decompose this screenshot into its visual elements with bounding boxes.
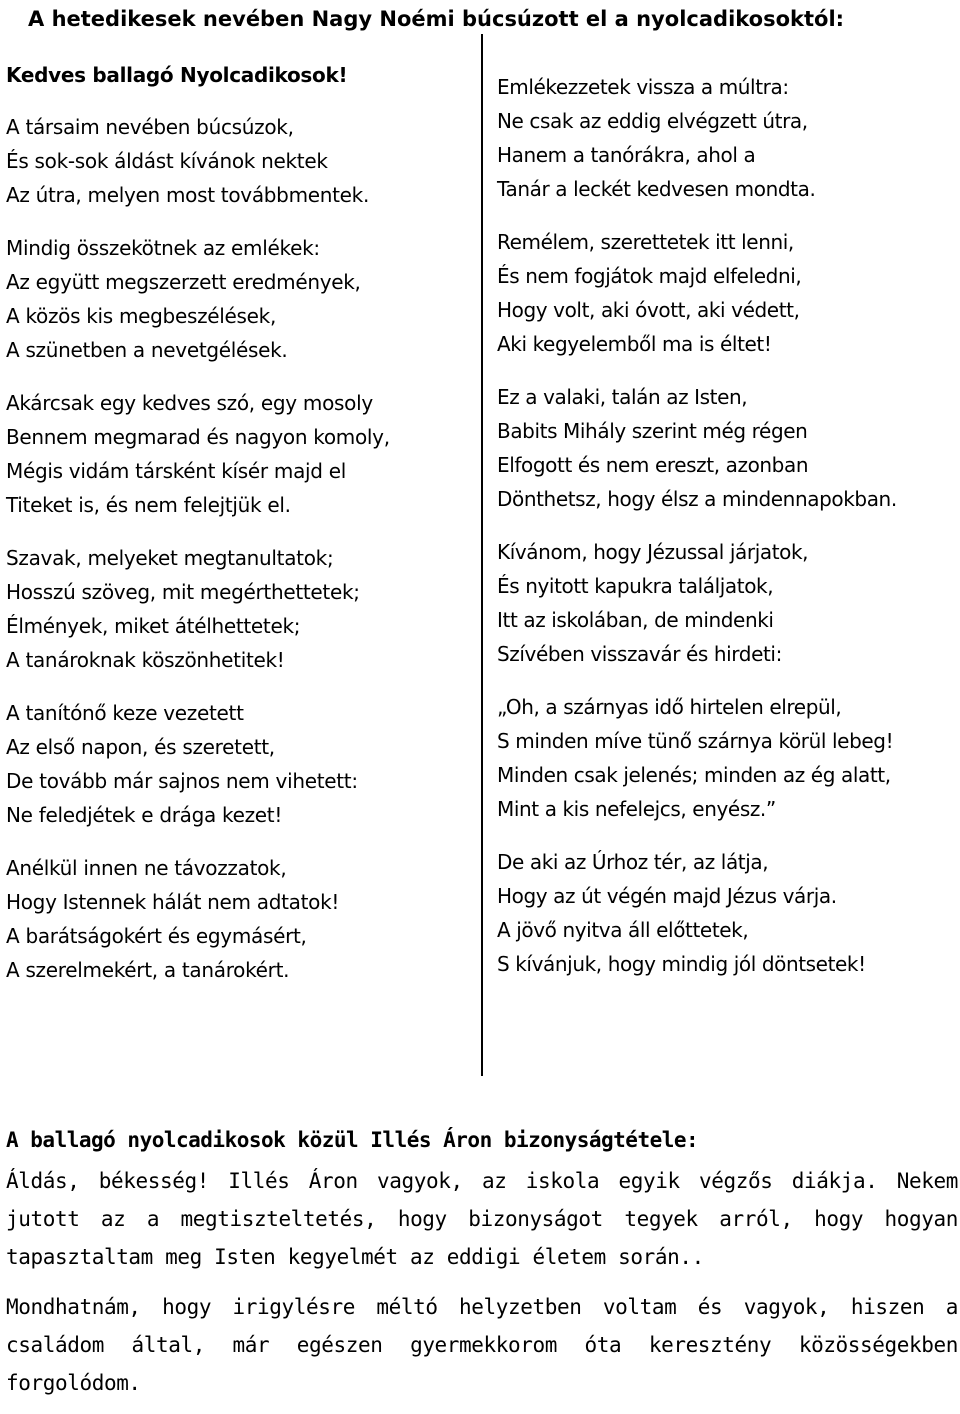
poem-line: Tanár a leckét kedvesen mondta. (497, 177, 816, 201)
poem-line: A közös kis megbeszélések, (6, 304, 277, 328)
poem-line: Mint a kis nefelejcs, enyész.” (497, 797, 776, 821)
poem-line: Bennem megmarad és nagyon komoly, (6, 425, 390, 449)
poem-line: Hogy az út végén majd Jézus várja. (497, 884, 837, 908)
poem-line: A barátságokért és egymásért, (6, 924, 307, 948)
poem-line: Aki kegyelemből ma is éltet! (497, 332, 772, 356)
poem-line: Az együtt megszerzett eredmények, (6, 270, 361, 294)
poem-line: Hogy Istennek hálát nem adtatok! (6, 890, 340, 914)
poem-line: Mindig összekötnek az emlékek: (6, 236, 320, 260)
poem-line: Kívánom, hogy Jézussal járjatok, (497, 540, 809, 564)
poem-stanza (497, 845, 957, 981)
right-poem-stanzas (497, 70, 957, 981)
poem-line: S kívánjuk, hogy mindig jól döntsetek! (497, 952, 866, 976)
poem-stanza (6, 696, 476, 832)
poem-line: Dönthetsz, hogy élsz a mindennapokban. (497, 487, 897, 511)
poem-line: Ne feledjétek e drága kezet! (6, 803, 283, 827)
poem-line: És sok-sok áldást kívánok nektek (6, 149, 328, 173)
poem-line: Akárcsak egy kedves szó, egy mosoly (6, 391, 373, 415)
poem-stanza (497, 690, 957, 826)
poem-line: Szívében visszavár és hirdeti: (497, 642, 782, 666)
poem-stanza (497, 225, 957, 361)
poem-line: A jövő nyitva áll előttetek, (497, 918, 749, 942)
poem-line: Remélem, szerettetek itt lenni, (497, 230, 794, 254)
poem-line: Szavak, melyeket megtanultatok; (6, 546, 334, 570)
poem-line: Anélkül innen ne távozzatok, (6, 856, 287, 880)
poem-line: Itt az iskolában, de mindenki (497, 608, 774, 632)
poem-stanza (497, 535, 957, 671)
poem-line: És nyitott kapukra találjatok, (497, 574, 774, 598)
poem-line: Babits Mihály szerint még régen (497, 419, 808, 443)
poem-line: Hanem a tanórákra, ahol a (497, 143, 756, 167)
poem-line: A társaim nevében búcsúzok, (6, 115, 294, 139)
poem-line: Az első napon, és szeretett, (6, 735, 275, 759)
poem-line: De aki az Úrhoz tér, az látja, (497, 850, 769, 874)
right-poem (497, 70, 957, 1000)
testimony-title: A ballagó nyolcadikosok közül Illés Áron bizonyságtétele: (6, 1128, 699, 1152)
poem-line: „Oh, a szárnyas idő hirtelen elrepül, (497, 695, 842, 719)
poem-greeting: Kedves ballagó Nyolcadikosok! (6, 63, 348, 87)
poem-line: Élmények, miket átélhettetek; (6, 614, 301, 638)
poem-stanza (6, 110, 476, 212)
poem-line: És nem fogjátok majd elfeledni, (497, 264, 802, 288)
poem-line: A szerelmekért, a tanárokért. (6, 958, 290, 982)
poem-stanza (497, 380, 957, 516)
poem-line: S minden míve tünő szárnya körül lebeg! (497, 729, 894, 753)
poem-line: Hogy volt, aki óvott, aki védett, (497, 298, 800, 322)
poem-line: Az útra, melyen most továbbmentek. (6, 183, 370, 207)
left-poem (6, 58, 476, 1006)
poem-line: Titeket is, és nem felejtjük el. (6, 493, 291, 517)
testimony-section (6, 1122, 958, 1414)
poem-stanza (497, 70, 957, 206)
poem-line: Elfogott és nem ereszt, azonban (497, 453, 809, 477)
left-poem-stanzas (6, 110, 476, 987)
page-title: A hetedikesek nevében Nagy Noémi búcsúzott el a nyolcadikosoktól: (28, 7, 845, 31)
poem-line: De tovább már sajnos nem vihetett: (6, 769, 358, 793)
poem-line: Hosszú szöveg, mit megérthettetek; (6, 580, 360, 604)
poem-line: A tanítónő keze vezetett (6, 701, 244, 725)
column-divider (481, 34, 483, 1076)
poem-line: Minden csak jelenés; minden az ég alatt, (497, 763, 891, 787)
poem-stanza (6, 231, 476, 367)
poem-stanza (6, 851, 476, 987)
testimony-paragraph: Mondhatnám, hogy irigylésre méltó helyzetben voltam és vagyok, hiszen a családom által, már egészen gyermekkorom óta keresztény közösségekben forgolódom. (6, 1295, 958, 1395)
poem-line: Ez a valaki, talán az Isten, (497, 385, 748, 409)
poem-line: Ne csak az eddig elvégzett útra, (497, 109, 808, 133)
poem-line: A tanároknak köszönhetitek! (6, 648, 285, 672)
testimony-paragraph: Áldás, békesség! Illés Áron vagyok, az iskola egyik végzős diákja. Nekem jutott az a megtiszteltetés, hogy bizonyságot tegyek arról, hogy hogyan tapasztaltam meg Isten kegyelmét az eddigi életem során.. (6, 1169, 958, 1269)
poem-line: Mégis vidám társként kísér majd el (6, 459, 347, 483)
poem-line: A szünetben a nevetgélések. (6, 338, 288, 362)
poem-line: Emlékezzetek vissza a múltra: (497, 75, 789, 99)
poem-stanza (6, 386, 476, 522)
poem-stanza (6, 541, 476, 677)
